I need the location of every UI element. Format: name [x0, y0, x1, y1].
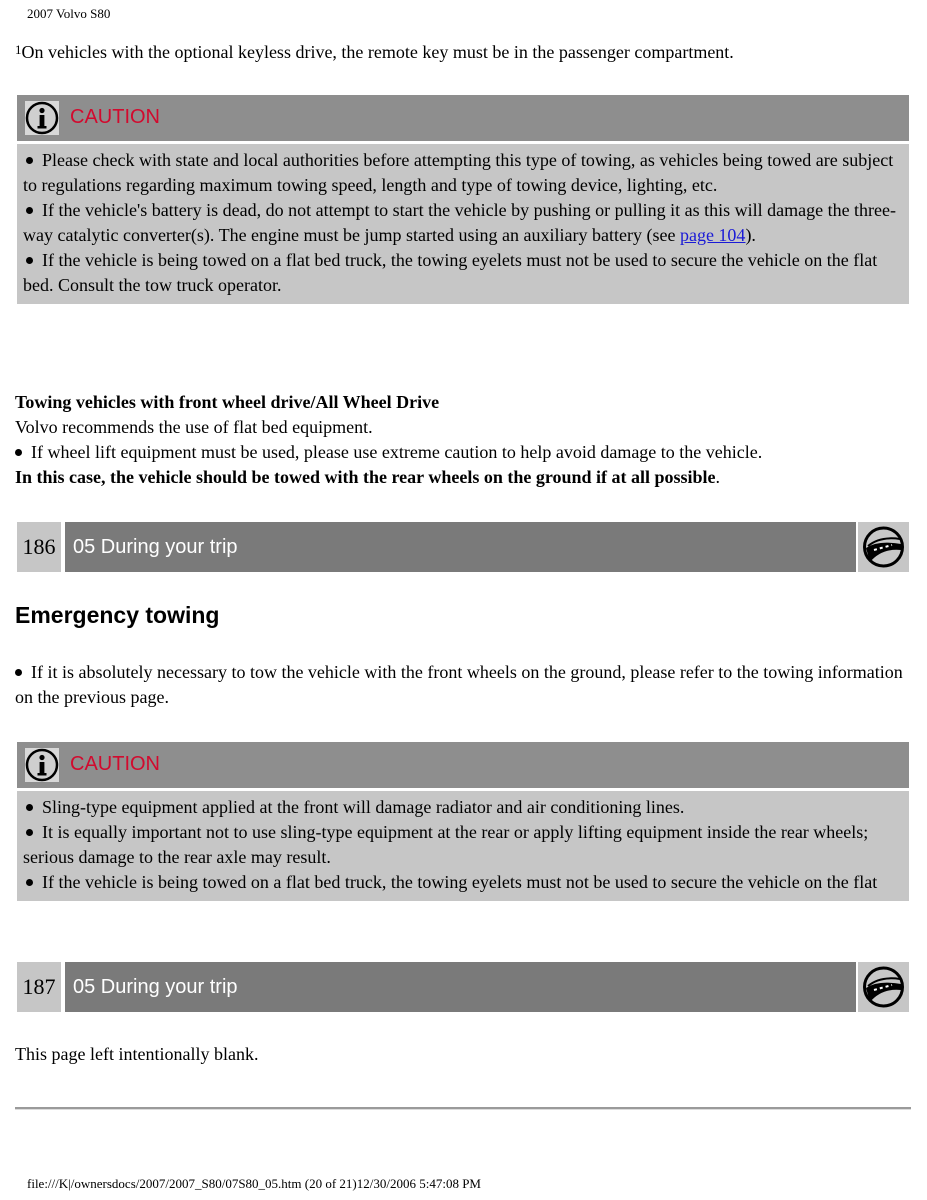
towing-bullet: [15, 440, 915, 465]
caution-label: CAUTION: [70, 753, 160, 775]
towing-bold-text: In this case, the vehicle should be towed with the rear wheels on the ground if at all possible: [15, 467, 716, 487]
page-104-link[interactable]: page 104: [679, 225, 746, 245]
caution-header: [17, 742, 909, 791]
caution-item-text: It is equally important not to use sling-type equipment at the rear or apply lifting equipment inside the rear wheels; serious damage to the rear axle may result.: [23, 822, 869, 867]
caution-label: CAUTION: [70, 106, 160, 128]
caution-item-text: If the vehicle is being towed on a flat bed truck, the towing eyelets must not be used to secure the vehicle on the flat: [42, 872, 878, 892]
emergency-bullet-text: If it is absolutely necessary to tow the vehicle with the front wheels on the ground, please refer to the towing information on the previous page.: [15, 662, 903, 707]
info-icon: [25, 101, 59, 135]
page-number: 187: [17, 962, 61, 1012]
caution-item: [23, 198, 901, 248]
file-path-footer: file:///K|/ownersdocs/2007/2007_S80/07S80_05.htm (20 of 21)12/30/2006 5:47:08 PM: [27, 1176, 481, 1191]
emergency-section: [15, 660, 915, 710]
footnote-marker: 1: [15, 42, 22, 57]
road-icon-box: [858, 962, 909, 1012]
caution-item: [23, 248, 901, 298]
caution-item-text: If the vehicle's battery is dead, do not attempt to start the vehicle by pushing or pulling it as this will damage the three-way catalytic converter(s). The engine must be jump started using an auxiliary battery (see: [23, 200, 897, 245]
footnote-text: On vehicles with the optional keyless drive, the remote key must be in the passenger compartment.: [21, 42, 734, 62]
document-title: 2007 Volvo S80: [27, 6, 111, 21]
towing-bold-end: .: [715, 467, 721, 487]
caution-item: [23, 870, 901, 895]
bullet-icon: [15, 669, 22, 676]
towing-line: Volvo recommends the use of flat bed equipment.: [15, 417, 373, 437]
footnote: [15, 40, 734, 64]
page-bar-186: [17, 522, 909, 572]
towing-bold-line: [15, 465, 915, 490]
caution-item-text: If the vehicle is being towed on a flat bed truck, the towing eyelets must not be used to secure the vehicle on the flat bed. Consult the tow truck operator.: [23, 250, 878, 295]
bullet-icon: [26, 257, 33, 264]
section-heading: Emergency towing: [15, 602, 220, 628]
towing-heading: Towing vehicles with front wheel drive/All Wheel Drive: [15, 392, 440, 412]
bullet-icon: [26, 207, 33, 214]
caution-body: [17, 791, 909, 901]
page-number: 186: [17, 522, 61, 572]
chapter-title: 05 During your trip: [65, 962, 856, 1012]
caution-item: [23, 148, 901, 198]
caution-item-text-end: ).: [745, 225, 756, 245]
caution-item: [23, 795, 901, 820]
blank-note: This page left intentionally blank.: [15, 1044, 259, 1064]
bullet-icon: [26, 804, 33, 811]
road-icon-box: [858, 522, 909, 572]
caution-item-text: Please check with state and local authorities before attempting this type of towing, as vehicles being towed are subject to regulations regarding maximum towing speed, length and type of towing device, lighting, etc.: [23, 150, 894, 195]
info-icon: [25, 748, 59, 782]
caution-item: [23, 820, 901, 870]
road-icon: [862, 526, 905, 568]
caution-box-2: [17, 742, 909, 901]
towing-bullet-text: If wheel lift equipment must be used, please use extreme caution to help avoid damage to the vehicle.: [31, 442, 763, 462]
caution-header: [17, 95, 909, 144]
bullet-icon: [15, 449, 22, 456]
emergency-bullet: [15, 660, 915, 710]
page-bar-187: [17, 962, 909, 1012]
towing-section: [15, 390, 915, 490]
bullet-icon: [26, 829, 33, 836]
divider: [15, 1107, 911, 1110]
road-icon: [862, 966, 905, 1008]
caution-body: [17, 144, 909, 304]
caution-box-1: [17, 95, 909, 304]
caution-item-text: Sling-type equipment applied at the front will damage radiator and air conditioning lines.: [42, 797, 685, 817]
chapter-title: 05 During your trip: [65, 522, 856, 572]
bullet-icon: [26, 879, 33, 886]
bullet-icon: [26, 157, 33, 164]
